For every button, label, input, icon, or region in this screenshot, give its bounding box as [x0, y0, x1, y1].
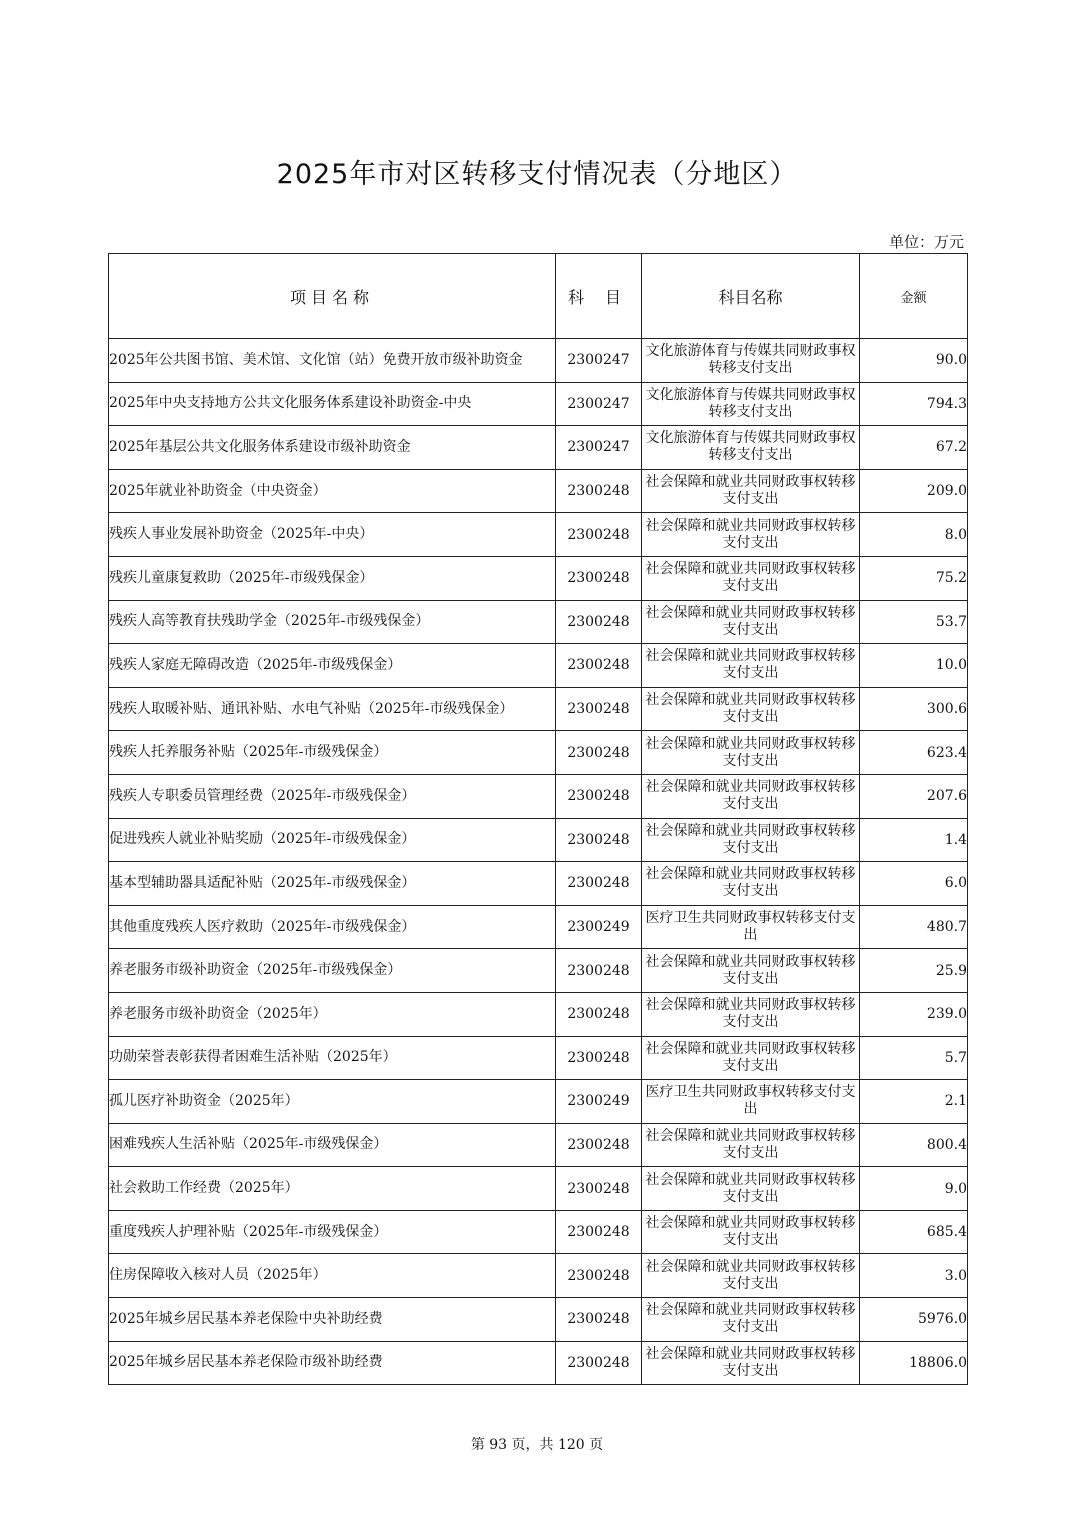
header-subject-code: 科 目: [556, 254, 642, 339]
amount-cell: 685.4: [860, 1210, 968, 1254]
table-row: [109, 1341, 968, 1385]
header-subject-name: 科目名称: [642, 254, 860, 339]
amount-cell: 53.7: [860, 600, 968, 644]
table-row: [109, 600, 968, 644]
subject-name-cell: 社会保障和就业共同财政事权转移支付支出: [642, 949, 860, 993]
subject-code-cell: 2300247: [556, 382, 642, 426]
table-row: [109, 731, 968, 775]
subject-code-cell: 2300248: [556, 1298, 642, 1342]
subject-name-cell: 社会保障和就业共同财政事权转移支付支出: [642, 513, 860, 557]
subject-name-cell: 社会保障和就业共同财政事权转移支付支出: [642, 1167, 860, 1211]
subject-code-cell: 2300248: [556, 687, 642, 731]
unit-label: 单位：万元: [888, 233, 964, 251]
project-name-cell: 其他重度残疾人医疗救助（2025年-市级残保金）: [109, 905, 556, 949]
subject-name-cell: 社会保障和就业共同财政事权转移支付支出: [642, 1123, 860, 1167]
subject-code-cell: 2300248: [556, 644, 642, 688]
project-name-cell: 残疾儿童康复救助（2025年-市级残保金）: [109, 556, 556, 600]
subject-code-cell: 2300249: [556, 905, 642, 949]
subject-name-cell: 医疗卫生共同财政事权转移支付支出: [642, 905, 860, 949]
table-row: [109, 862, 968, 906]
table-row: [109, 1254, 968, 1298]
table-row: [109, 1036, 968, 1080]
table-row: [109, 469, 968, 513]
subject-code-cell: 2300248: [556, 513, 642, 557]
project-name-cell: 社会救助工作经费（2025年）: [109, 1167, 556, 1211]
subject-name-cell: 社会保障和就业共同财政事权转移支付支出: [642, 731, 860, 775]
amount-cell: 75.2: [860, 556, 968, 600]
table-body: [109, 339, 968, 1385]
page-footer: 第 93 页，共 120 页: [470, 1437, 604, 1453]
subject-code-cell: 2300248: [556, 1254, 642, 1298]
subject-name-cell: 社会保障和就业共同财政事权转移支付支出: [642, 1341, 860, 1385]
project-name-cell: 残疾人专职委员管理经费（2025年-市级残保金）: [109, 774, 556, 818]
subject-name-cell: 社会保障和就业共同财政事权转移支付支出: [642, 774, 860, 818]
project-name-cell: 2025年中央支持地方公共文化服务体系建设补助资金-中央: [109, 382, 556, 426]
amount-cell: 300.6: [860, 687, 968, 731]
project-name-cell: 2025年就业补助资金（中央资金）: [109, 469, 556, 513]
subject-code-cell: 2300248: [556, 992, 642, 1036]
project-name-cell: 功勋荣誉表彰获得者困难生活补贴（2025年）: [109, 1036, 556, 1080]
amount-cell: 10.0: [860, 644, 968, 688]
table-row: [109, 992, 968, 1036]
subject-name-cell: 文化旅游体育与传媒共同财政事权转移支付支出: [642, 382, 860, 426]
amount-cell: 1.4: [860, 818, 968, 862]
subject-name-cell: 社会保障和就业共同财政事权转移支付支出: [642, 469, 860, 513]
amount-cell: 800.4: [860, 1123, 968, 1167]
subject-name-cell: 社会保障和就业共同财政事权转移支付支出: [642, 818, 860, 862]
table-row: [109, 1298, 968, 1342]
subject-name-cell: 社会保障和就业共同财政事权转移支付支出: [642, 687, 860, 731]
subject-code-cell: 2300248: [556, 556, 642, 600]
amount-cell: 90.0: [860, 339, 968, 383]
project-name-cell: 残疾人家庭无障碍改造（2025年-市级残保金）: [109, 644, 556, 688]
table-row: [109, 949, 968, 993]
project-name-cell: 2025年城乡居民基本养老保险市级补助经费: [109, 1341, 556, 1385]
subject-name-cell: 医疗卫生共同财政事权转移支付支出: [642, 1080, 860, 1124]
amount-cell: 6.0: [860, 862, 968, 906]
amount-cell: 209.0: [860, 469, 968, 513]
table-row: [109, 1167, 968, 1211]
amount-cell: 8.0: [860, 513, 968, 557]
table-row: [109, 1210, 968, 1254]
amount-cell: 9.0: [860, 1167, 968, 1211]
project-name-cell: 2025年基层公共文化服务体系建设市级补助资金: [109, 426, 556, 470]
subject-name-cell: 社会保障和就业共同财政事权转移支付支出: [642, 862, 860, 906]
header-amount: 金额: [860, 254, 968, 339]
amount-cell: 2.1: [860, 1080, 968, 1124]
project-name-cell: 2025年城乡居民基本养老保险中央补助经费: [109, 1298, 556, 1342]
subject-name-cell: 社会保障和就业共同财政事权转移支付支出: [642, 1036, 860, 1080]
amount-cell: 207.6: [860, 774, 968, 818]
subject-code-cell: 2300248: [556, 1341, 642, 1385]
amount-cell: 67.2: [860, 426, 968, 470]
project-name-cell: 残疾人取暖补贴、通讯补贴、水电气补贴（2025年-市级残保金）: [109, 687, 556, 731]
subject-code-cell: 2300248: [556, 1210, 642, 1254]
subject-name-cell: 社会保障和就业共同财政事权转移支付支出: [642, 1210, 860, 1254]
subject-code-cell: 2300248: [556, 774, 642, 818]
subject-code-cell: 2300247: [556, 339, 642, 383]
subject-name-cell: 社会保障和就业共同财政事权转移支付支出: [642, 992, 860, 1036]
subject-name-cell: 文化旅游体育与传媒共同财政事权转移支付支出: [642, 426, 860, 470]
table-header-row: [109, 254, 968, 339]
table-row: [109, 513, 968, 557]
table-row: [109, 556, 968, 600]
subject-code-cell: 2300248: [556, 949, 642, 993]
table-row: [109, 1123, 968, 1167]
project-name-cell: 残疾人事业发展补助资金（2025年-中央）: [109, 513, 556, 557]
subject-code-cell: 2300248: [556, 1036, 642, 1080]
project-name-cell: 住房保障收入核对人员（2025年）: [109, 1254, 556, 1298]
amount-cell: 25.9: [860, 949, 968, 993]
project-name-cell: 基本型辅助器具适配补贴（2025年-市级残保金）: [109, 862, 556, 906]
table-row: [109, 426, 968, 470]
subject-name-cell: 社会保障和就业共同财政事权转移支付支出: [642, 600, 860, 644]
amount-cell: 3.0: [860, 1254, 968, 1298]
amount-cell: 480.7: [860, 905, 968, 949]
project-name-cell: 重度残疾人护理补贴（2025年-市级残保金）: [109, 1210, 556, 1254]
subject-name-cell: 社会保障和就业共同财政事权转移支付支出: [642, 1298, 860, 1342]
amount-cell: 794.3: [860, 382, 968, 426]
project-name-cell: 养老服务市级补助资金（2025年-市级残保金）: [109, 949, 556, 993]
table-row: [109, 818, 968, 862]
table-row: [109, 687, 968, 731]
project-name-cell: 孤儿医疗补助资金（2025年）: [109, 1080, 556, 1124]
subject-code-cell: 2300248: [556, 818, 642, 862]
project-name-cell: 2025年公共图书馆、美术馆、文化馆（站）免费开放市级补助资金: [109, 339, 556, 383]
table-row: [109, 905, 968, 949]
amount-cell: 5976.0: [860, 1298, 968, 1342]
project-name-cell: 困难残疾人生活补贴（2025年-市级残保金）: [109, 1123, 556, 1167]
table-row: [109, 339, 968, 383]
subject-code-cell: 2300248: [556, 862, 642, 906]
subject-code-cell: 2300248: [556, 731, 642, 775]
table-row: [109, 774, 968, 818]
subject-code-cell: 2300248: [556, 469, 642, 513]
subject-name-cell: 社会保障和就业共同财政事权转移支付支出: [642, 644, 860, 688]
amount-cell: 239.0: [860, 992, 968, 1036]
amount-cell: 5.7: [860, 1036, 968, 1080]
page-title: 2025年市对区转移支付情况表（分地区）: [276, 159, 798, 190]
table-row: [109, 644, 968, 688]
amount-cell: 623.4: [860, 731, 968, 775]
project-name-cell: 促进残疾人就业补贴奖励（2025年-市级残保金）: [109, 818, 556, 862]
amount-cell: 18806.0: [860, 1341, 968, 1385]
project-name-cell: 残疾人高等教育扶残助学金（2025年-市级残保金）: [109, 600, 556, 644]
subject-code-cell: 2300249: [556, 1080, 642, 1124]
project-name-cell: 残疾人托养服务补贴（2025年-市级残保金）: [109, 731, 556, 775]
table-row: [109, 382, 968, 426]
subject-name-cell: 社会保障和就业共同财政事权转移支付支出: [642, 1254, 860, 1298]
table-row: [109, 1080, 968, 1124]
subject-code-cell: 2300247: [556, 426, 642, 470]
subject-code-cell: 2300248: [556, 600, 642, 644]
subject-code-cell: 2300248: [556, 1167, 642, 1211]
project-name-cell: 养老服务市级补助资金（2025年）: [109, 992, 556, 1036]
subject-code-cell: 2300248: [556, 1123, 642, 1167]
subject-name-cell: 社会保障和就业共同财政事权转移支付支出: [642, 556, 860, 600]
header-project-name: 项目名称: [109, 254, 556, 339]
subject-name-cell: 文化旅游体育与传媒共同财政事权转移支付支出: [642, 339, 860, 383]
transfer-payment-table: [108, 253, 968, 1385]
